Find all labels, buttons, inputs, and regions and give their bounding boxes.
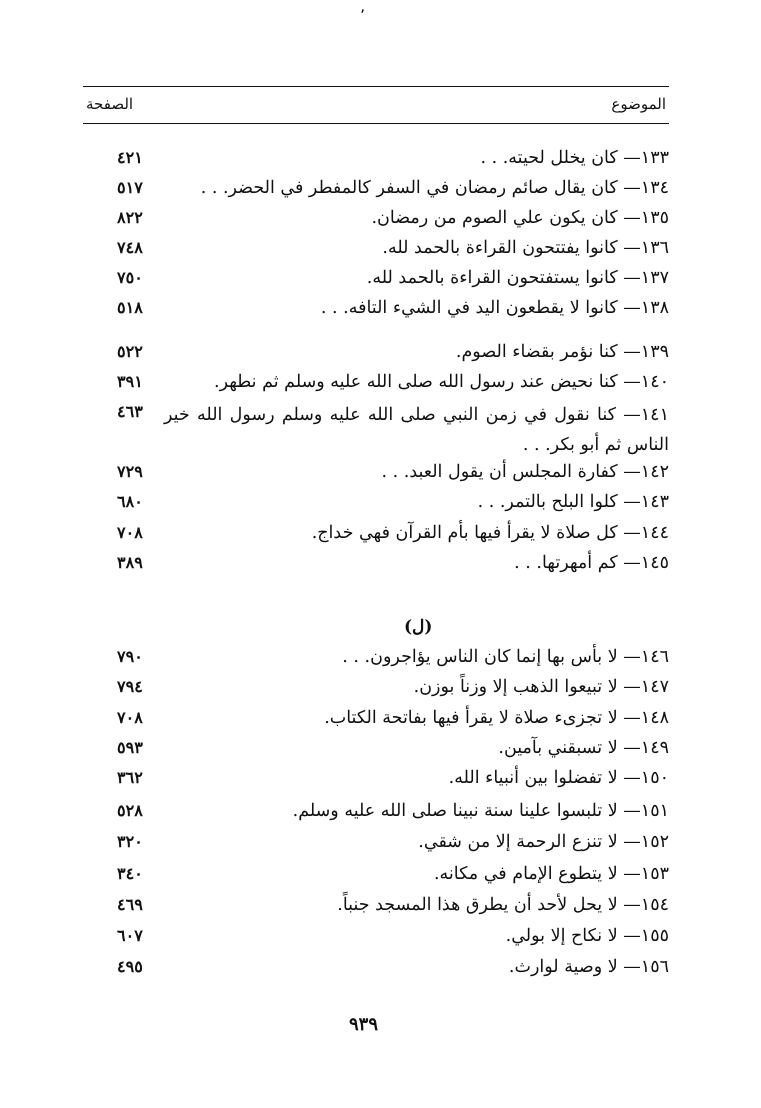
index-entry [112,893,669,917]
entry-page-number: ٧٤٨ [117,238,143,257]
entry-number: ١٤٧ [640,677,669,697]
topic-column-header: الموضوع [611,95,666,113]
index-entry [112,236,669,260]
entry-text [342,645,669,669]
entry-text [449,766,669,790]
entry-hadith-text: كنا نحيض عند رسول الله صلى الله عليه وسلم ثم نطهر. [214,372,618,392]
entry-number: ١٥٦ [640,957,669,977]
entry-text [201,176,669,200]
index-entry [112,490,669,514]
entry-dash: — [617,647,641,667]
index-entry [112,706,669,730]
entry-text [371,206,669,230]
index-entry [112,675,669,699]
entry-dash: — [617,832,641,852]
entry-text [414,675,669,699]
entry-dash: — [617,801,641,821]
index-entry [112,955,669,979]
entry-text [324,706,669,730]
entry-text [164,400,669,460]
entry-text [382,460,670,484]
entry-text [456,340,669,364]
entry-text [321,296,669,320]
entry-text [418,830,669,854]
entry-text [382,236,669,260]
entry-dash: — [617,148,641,168]
entry-number: ١٤٩ [640,738,669,758]
index-entry [112,924,669,948]
entry-number: ١٥٣ [640,864,669,884]
entry-number: ١٤٢ [640,462,669,482]
entry-hadith-text: كنا نقول في زمن النبي صلى الله عليه وسلم رسول الله خير الناس ثم أبو بكر. . . [164,405,669,455]
entry-number: ١٥٠ [640,768,669,788]
index-entry [112,146,669,170]
index-entry [112,736,669,760]
entry-hadith-text: كانوا لا يقطعون اليد في الشيء التافه. . . [320,298,618,318]
entry-hadith-text: لا بأس بها إنما كان الناس يؤاجرون. . . [342,647,618,667]
entry-number: ١٤٥ [640,553,669,573]
entry-page-number: ٣٩١ [117,372,143,391]
entry-page-number: ٥١٨ [117,298,143,317]
entry-page-number: ٥٢٢ [117,342,143,361]
entry-dash: — [617,523,641,543]
entry-dash: — [617,957,641,977]
entry-hadith-text: كنا نؤمر بقضاء الصوم. [455,342,618,362]
entry-text [337,893,669,917]
entry-page-number: ٤٢١ [117,148,143,167]
index-entry [112,266,669,290]
entry-text [214,370,669,394]
entry-text [498,736,669,760]
index-entry [112,521,669,545]
entry-number: ١٣٨ [640,298,669,318]
entry-dash: — [617,864,641,884]
entry-page-number: ٦٠٧ [117,926,143,945]
entry-hadith-text: كانوا يستفتحون القراءة بالحمد لله. [366,268,618,288]
entry-page-number: ٧٥٠ [117,268,143,287]
entry-dash: — [617,208,641,228]
entry-number: ١٣٦ [640,238,669,258]
index-entry [112,400,669,456]
entry-page-number: ٣٤٠ [117,864,143,883]
entry-number: ١٤٤ [640,523,669,543]
entry-number: ١٥١ [640,801,669,821]
entry-number: ١٤٠ [640,372,669,392]
entry-hadith-text: كان يخلل لحيته. . . [480,148,618,168]
entry-number: ١٣٣ [640,148,669,168]
entry-page-number: ٣٦٢ [117,768,143,787]
entry-hadith-text: كان يكون علي الصوم من رمضان. [371,208,618,228]
entry-hadith-text: لا تسبقني بآمين. [498,738,618,758]
entry-text [478,490,669,514]
entry-page-number: ٥٢٨ [117,801,143,820]
entry-hadith-text: لا تفضلوا بين أنبياء الله. [448,768,618,788]
entry-page-number: ٥٩٣ [117,738,143,757]
entry-page-number: ٤٩٥ [117,957,143,976]
entry-dash: — [617,462,641,482]
section-heading-lam: (ل) [404,617,433,637]
entry-dash: — [617,708,641,728]
index-entry [112,551,669,575]
entry-page-number: ٧٠٨ [117,708,143,727]
entry-dash: — [617,342,641,362]
entry-page-number: ٧٩٠ [117,647,143,666]
entry-page-number: ٨٢٢ [117,208,143,227]
entry-page-number: ٦٨٠ [117,492,143,511]
entry-hadith-text: كلوا البلح بالتمر. . . [477,492,618,512]
top-mark: ٬ [360,6,366,25]
index-entry [112,799,669,823]
entry-page-number: ٧٩٤ [117,677,143,696]
entry-dash: — [617,178,641,198]
entry-number: ١٥٤ [640,895,669,915]
entry-dash: — [617,677,641,697]
index-entry [112,296,669,320]
entry-hadith-text: لا تنزع الرحمة إلا من شقي. [418,832,618,852]
entry-hadith-text: كان يقال صائم رمضان في السفر كالمفطر في الحضر. . . [200,178,618,198]
entry-hadith-text: لا تبيعوا الذهب إلا وزناً بوزن. [413,677,618,697]
entry-text [506,924,669,948]
entry-number: ١٣٤ [640,178,669,198]
entry-number: ١٥٢ [640,832,669,852]
entry-dash: — [617,926,641,946]
entry-hadith-text: لا يتطوع الإمام في مكانه. [433,864,618,884]
entry-page-number: ٣٨٩ [117,553,143,572]
entry-dash: — [617,238,641,258]
entry-text [312,521,669,545]
entry-number: ١٥٥ [640,926,669,946]
entry-number: ١٣٩ [640,342,669,362]
entry-number: ١٤٦ [640,647,669,667]
index-entry [112,645,669,669]
index-entry [112,206,669,230]
entry-dash: — [617,372,641,392]
entry-text [480,146,669,170]
entry-dash: — [617,268,641,288]
index-entry [112,766,669,790]
entry-page-number: ٥١٧ [117,178,143,197]
index-entry [112,340,669,364]
entry-hadith-text: لا نكاح إلا بولي. [505,926,618,946]
entry-page-number: ٧٠٨ [117,523,143,542]
entry-hadith-text: كفارة المجلس أن يقول العبد. . . [381,462,618,482]
index-entry [112,460,669,484]
entry-hadith-text: لا يحل لأحد أن يطرق هذا المسجد جنباً. [337,895,618,915]
entry-text [509,955,669,979]
entry-page-number: ٧٢٩ [117,462,143,481]
index-entry [112,862,669,886]
entry-hadith-text: لا وصية لوارث. [508,957,618,977]
header-bottom-rule [83,123,669,124]
entry-text [514,551,669,575]
entry-hadith-text: لا تلبسوا علينا سنة نبينا صلى الله عليه وسلم. [292,801,618,821]
page-number: ٩٣٩ [349,1014,379,1035]
entry-number: ١٤١ [640,405,669,425]
entry-page-number: ٤٦٣ [117,402,143,421]
entry-hadith-text: كل صلاة لا يقرأ فيها بأم القرآن فهي خداج. [311,523,618,543]
entry-number: ١٤٣ [640,492,669,512]
header-top-rule [83,86,669,87]
entry-number: ١٣٥ [640,208,669,228]
index-entry [112,830,669,854]
entry-dash: — [617,553,641,573]
entry-dash: — [616,405,641,425]
entry-hadith-text: كانوا يفتتحون القراءة بالحمد لله. [382,238,618,258]
entry-page-number: ٤٦٩ [117,895,143,914]
entry-dash: — [617,492,641,512]
entry-dash: — [617,298,641,318]
entry-dash: — [617,768,641,788]
entry-number: ١٣٧ [640,268,669,288]
index-entry [112,370,669,394]
entry-number: ١٤٨ [640,708,669,728]
entry-hadith-text: لا تجزىء صلاة لا يقرأ فيها بفاتحة الكتاب. [324,708,618,728]
entry-dash: — [617,895,641,915]
entry-hadith-text: كم أمهرتها. . . [514,553,618,573]
entry-text [434,862,669,886]
entry-text [367,266,669,290]
entry-text [293,799,669,823]
entry-dash: — [617,738,641,758]
index-entry [112,176,669,200]
entry-page-number: ٣٢٠ [117,832,143,851]
page-column-header: الصفحة [86,95,134,113]
